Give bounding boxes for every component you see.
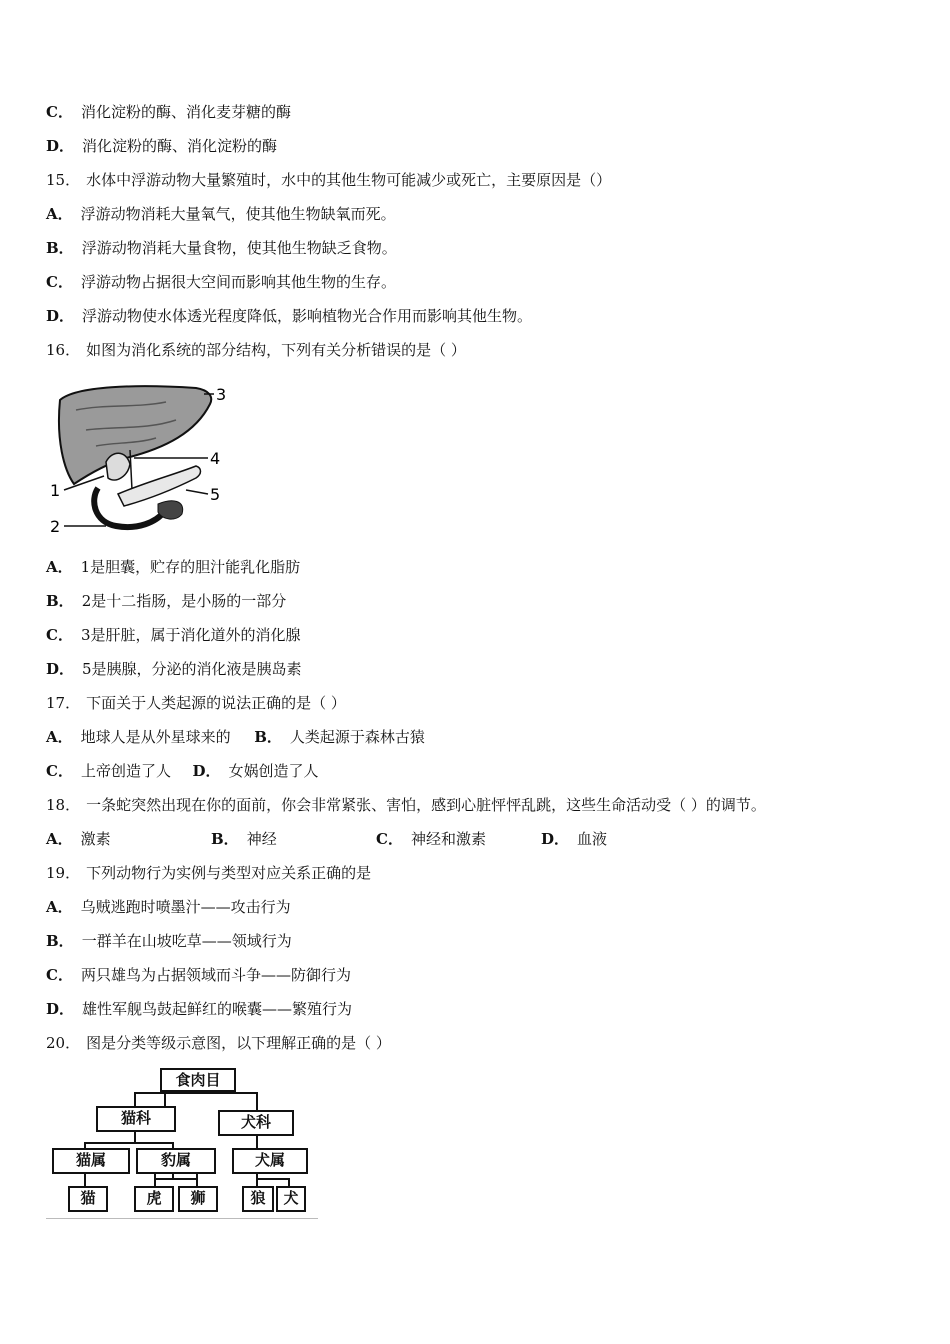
stomach-shape xyxy=(158,501,183,519)
question-text: 水体中浮游动物大量繁殖时，水中的其他生物可能减少或死亡，主要原因是（） xyxy=(86,171,612,189)
q16-option-a xyxy=(46,557,300,577)
option-text: 消化淀粉的酶、消化淀粉的酶 xyxy=(82,137,278,155)
question-number: 15． xyxy=(46,171,81,189)
option-label: A． xyxy=(46,830,73,848)
question-text: 一条蛇突然出现在你的面前，你会非常紧张、害怕，感到心脏怦怦乱跳，这些生命活动受（ ）的调节。 xyxy=(86,796,766,814)
q18-options-row xyxy=(46,829,607,849)
option-text: 雄性军舰鸟鼓起鲜红的喉囊——繁殖行为 xyxy=(82,1000,353,1018)
tree-node-species-tiger: 虎 xyxy=(134,1186,174,1212)
tree-node-family-cat: 猫科 xyxy=(96,1106,176,1132)
option-text: 2是十二指肠，是小肠的一部分 xyxy=(81,592,287,610)
q16-option-c xyxy=(46,625,301,645)
option-text: 地球人是从外星球来的 xyxy=(80,728,231,746)
tree-node-genus-dog: 犬属 xyxy=(232,1148,308,1174)
question-number: 18． xyxy=(46,796,81,814)
option-label: C． xyxy=(46,626,73,644)
option-text: 1是胆囊，贮存的胆汁能乳化脂肪 xyxy=(80,558,301,576)
option-text: 浮游动物使水体透光程度降低，影响植物光合作用而影响其他生物。 xyxy=(82,307,533,325)
q14-option-c xyxy=(46,102,291,122)
option-label: C． xyxy=(46,273,73,291)
tree-node-genus-panthera: 豹属 xyxy=(136,1148,216,1174)
question-text: 下面关于人类起源的说法正确的是（ ） xyxy=(86,694,346,712)
option-text: 上帝创造了人 xyxy=(80,762,171,780)
q17-options-row-1 xyxy=(46,727,425,747)
option-text: 神经 xyxy=(246,830,277,848)
option-label: A． xyxy=(46,898,73,916)
option-label: A． xyxy=(46,728,73,746)
question-text: 如图为消化系统的部分结构，下列有关分析错误的是（ ） xyxy=(86,341,466,359)
q20-stem xyxy=(46,1033,391,1053)
figure-label-5: 5 xyxy=(210,485,221,504)
option-label: D． xyxy=(46,1000,75,1018)
q15-option-a xyxy=(46,204,396,224)
option-label: D． xyxy=(541,830,570,848)
q18-option-b xyxy=(211,829,376,849)
option-text: 乌贼逃跑时喷墨汁——攻击行为 xyxy=(80,898,291,916)
option-label: D． xyxy=(192,762,221,780)
q18-option-d xyxy=(541,829,607,849)
tree-node-genus-cat: 猫属 xyxy=(52,1148,130,1174)
question-text: 图是分类等级示意图，以下理解正确的是（ ） xyxy=(86,1034,391,1052)
question-text: 下列动物行为实例与类型对应关系正确的是 xyxy=(86,864,372,882)
tree-node-species-cat: 猫 xyxy=(68,1186,108,1212)
q16-option-d xyxy=(46,659,302,679)
q17-stem xyxy=(46,693,346,713)
q16-option-b xyxy=(46,591,286,611)
option-text: 神经和激素 xyxy=(410,830,486,848)
question-number: 16． xyxy=(46,341,81,359)
option-label: A． xyxy=(46,205,73,223)
option-text: 女娲创造了人 xyxy=(228,762,319,780)
question-number: 19． xyxy=(46,864,81,882)
q14-option-d xyxy=(46,136,277,156)
option-text: 浮游动物消耗大量食物，使其他生物缺乏食物。 xyxy=(81,239,397,257)
q15-option-b xyxy=(46,238,397,258)
figure-label-4: 4 xyxy=(210,449,221,468)
option-label: C． xyxy=(46,762,73,780)
option-label: B． xyxy=(254,728,282,746)
option-label: C． xyxy=(46,966,73,984)
option-text: 浮游动物占据很大空间而影响其他生物的生存。 xyxy=(80,273,396,291)
option-text: 5是胰腺，分泌的消化液是胰岛素 xyxy=(82,660,302,678)
option-text: 3是肝脏，属于消化道外的消化腺 xyxy=(80,626,301,644)
option-label: C． xyxy=(376,830,403,848)
option-label: B． xyxy=(211,830,239,848)
tree-node-species-wolf: 狼 xyxy=(242,1186,274,1212)
option-text: 血液 xyxy=(577,830,608,848)
tree-node-species-dog: 犬 xyxy=(276,1186,306,1212)
q15-option-c xyxy=(46,272,396,292)
tree-node-species-lion: 狮 xyxy=(178,1186,218,1212)
figure-label-1: 1 xyxy=(50,481,61,500)
q19-option-d xyxy=(46,999,352,1019)
q18-option-a xyxy=(46,829,211,849)
q17-options-row-2 xyxy=(46,761,319,781)
option-text: 消化淀粉的酶、消化麦芽糖的酶 xyxy=(80,103,291,121)
question-number: 17． xyxy=(46,694,81,712)
option-label: D． xyxy=(46,660,75,678)
option-label: B． xyxy=(46,932,74,950)
option-label: B． xyxy=(46,239,74,257)
figure-label-3: 3 xyxy=(216,385,227,404)
q15-stem xyxy=(46,170,611,190)
option-text: 激素 xyxy=(80,830,111,848)
q18-stem xyxy=(46,795,766,815)
q19-option-c xyxy=(46,965,351,985)
classification-tree xyxy=(46,1066,318,1219)
digestive-organs-drawing xyxy=(46,380,236,540)
q16-stem xyxy=(46,340,466,360)
question-number: 20． xyxy=(46,1034,81,1052)
option-label: D． xyxy=(46,137,75,155)
option-label: D． xyxy=(46,307,75,325)
option-text: 一群羊在山坡吃草——领域行为 xyxy=(81,932,292,950)
tree-node-family-dog: 犬科 xyxy=(218,1110,294,1136)
q19-option-b xyxy=(46,931,292,951)
gallbladder-shape xyxy=(106,453,130,480)
q19-stem xyxy=(46,863,371,883)
q15-option-d xyxy=(46,306,532,326)
option-label: B． xyxy=(46,592,74,610)
tree-node-order: 食肉目 xyxy=(160,1068,236,1092)
q19-option-a xyxy=(46,897,291,917)
option-text: 浮游动物消耗大量氧气，使其他生物缺氧而死。 xyxy=(80,205,396,223)
option-label: A． xyxy=(46,558,73,576)
option-text: 两只雄鸟为占据领域而斗争——防御行为 xyxy=(80,966,351,984)
option-label: C． xyxy=(46,103,73,121)
q18-option-c xyxy=(376,829,541,849)
digestive-system-figure xyxy=(46,380,236,540)
figure-label-2: 2 xyxy=(50,517,61,536)
option-text: 人类起源于森林古猿 xyxy=(289,728,425,746)
